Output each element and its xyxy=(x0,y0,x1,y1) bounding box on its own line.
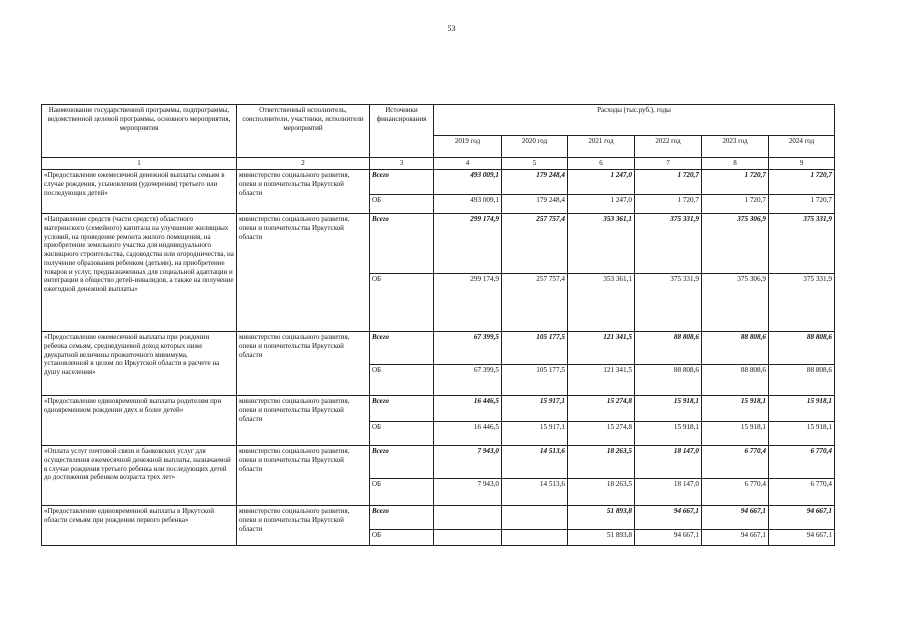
total-value: 94 667,1 xyxy=(635,506,702,530)
column-number: 8 xyxy=(702,158,769,170)
total-value: 94 667,1 xyxy=(769,506,835,530)
total-value: 51 893,8 xyxy=(568,506,635,530)
ob-value: 375 306,9 xyxy=(702,274,769,332)
total-value xyxy=(502,506,568,530)
ob-value: 1 247,0 xyxy=(568,195,635,214)
funding-source-ob: ОБ xyxy=(370,195,434,214)
program-name: «Предоставление единовременной выплаты в Иркутской области семьям при рождении первого ребенка» xyxy=(42,506,237,546)
total-value: 15 917,1 xyxy=(502,396,568,422)
ob-value xyxy=(434,530,502,546)
ob-value: 299 174,9 xyxy=(434,274,502,332)
total-value: 299 174,9 xyxy=(434,214,502,274)
ob-value: 375 331,9 xyxy=(769,274,835,332)
ob-value: 94 667,1 xyxy=(702,530,769,546)
total-value: 6 770,4 xyxy=(702,446,769,479)
ob-value: 179 248,4 xyxy=(502,195,568,214)
ob-value: 14 513,6 xyxy=(502,479,568,506)
ob-value: 88 808,6 xyxy=(635,365,702,396)
program-name: «Оплата услуг почтовой связи и банковских услуг для осуществления ежемесячной денежной выплаты, назначаемой в случае рождения третьего ребенка или последующих детей до достижения ребенком возраста трех лет» xyxy=(42,446,237,506)
table-row xyxy=(42,214,835,274)
responsible-executor: министерство социального развития, опеки и попечительства Иркутской области xyxy=(237,170,370,214)
total-value: 493 009,1 xyxy=(434,170,502,195)
column-number: 7 xyxy=(635,158,702,170)
total-value: 88 808,6 xyxy=(769,332,835,365)
ob-value: 6 770,4 xyxy=(769,479,835,506)
total-value: 15 918,1 xyxy=(702,396,769,422)
ob-value: 1 720,7 xyxy=(702,195,769,214)
header-year: 2022 год xyxy=(635,136,702,158)
table-row xyxy=(42,446,835,479)
funding-source-total: Всего xyxy=(370,506,434,530)
total-value: 375 331,9 xyxy=(635,214,702,274)
ob-value xyxy=(502,530,568,546)
total-value: 179 248,4 xyxy=(502,170,568,195)
total-value: 18 263,5 xyxy=(568,446,635,479)
total-value: 15 274,8 xyxy=(568,396,635,422)
header-year: 2019 год xyxy=(434,136,502,158)
table-body xyxy=(42,170,835,546)
total-value xyxy=(434,506,502,530)
header-year: 2023 год xyxy=(702,136,769,158)
table-row xyxy=(42,170,835,195)
ob-value: 353 361,1 xyxy=(568,274,635,332)
table-row xyxy=(42,396,835,422)
ob-value: 1 720,7 xyxy=(769,195,835,214)
program-name: «Предоставление ежемесячной денежной выплаты семьям в случае рождения, усыновления (удочерения) третьего или последующих детей» xyxy=(42,170,237,214)
page-number: 53 xyxy=(447,24,456,33)
total-value: 16 446,5 xyxy=(434,396,502,422)
funding-source-total: Всего xyxy=(370,170,434,195)
ob-value: 15 918,1 xyxy=(769,422,835,446)
ob-value: 94 667,1 xyxy=(769,530,835,546)
column-number: 5 xyxy=(502,158,568,170)
funding-source-ob: ОБ xyxy=(370,422,434,446)
total-value: 88 808,6 xyxy=(702,332,769,365)
header-expenses: Расходы (тыс.руб.), годы xyxy=(434,105,835,136)
total-value: 105 177,5 xyxy=(502,332,568,365)
total-value: 1 720,7 xyxy=(702,170,769,195)
funding-source-total: Всего xyxy=(370,396,434,422)
table-row xyxy=(42,506,835,530)
ob-value: 88 808,6 xyxy=(769,365,835,396)
total-value: 94 667,1 xyxy=(702,506,769,530)
total-value: 375 306,9 xyxy=(702,214,769,274)
ob-value: 15 918,1 xyxy=(702,422,769,446)
responsible-executor: министерство социального развития, опеки и попечительства Иркутской области xyxy=(237,506,370,546)
funding-source-total: Всего xyxy=(370,446,434,479)
header-year: 2021 год xyxy=(568,136,635,158)
ob-value: 88 808,6 xyxy=(702,365,769,396)
total-value: 257 757,4 xyxy=(502,214,568,274)
funding-source-ob: ОБ xyxy=(370,274,434,332)
column-number: 3 xyxy=(370,158,434,170)
column-number: 6 xyxy=(568,158,635,170)
program-name: «Предоставление ежемесячной выплаты при рождении ребенка семьям, среднедушевой доход которых ниже двукратной величины прожиточного минимума, установленной в целом по Иркутской области в расчете на душу населения» xyxy=(42,332,237,396)
column-number: 9 xyxy=(769,158,835,170)
responsible-executor: министерство социального развития, опеки и попечительства Иркутской области xyxy=(237,396,370,446)
header-year: 2020 год xyxy=(502,136,568,158)
total-value: 353 361,1 xyxy=(568,214,635,274)
funding-source-total: Всего xyxy=(370,214,434,274)
funding-source-ob: ОБ xyxy=(370,365,434,396)
ob-value: 121 341,5 xyxy=(568,365,635,396)
funding-source-total: Всего xyxy=(370,332,434,365)
ob-value: 18 263,5 xyxy=(568,479,635,506)
total-value: 15 918,1 xyxy=(769,396,835,422)
responsible-executor: министерство социального развития, опеки и попечительства Иркутской области xyxy=(237,214,370,332)
ob-value: 1 720,7 xyxy=(635,195,702,214)
ob-value: 67 399,5 xyxy=(434,365,502,396)
total-value: 1 247,0 xyxy=(568,170,635,195)
header-name: Наименование государственной программы, подпрограммы, ведомственной целевой программы, основного мероприятия, мероприятия xyxy=(42,105,237,158)
ob-value: 257 757,4 xyxy=(502,274,568,332)
responsible-executor: министерство социального развития, опеки и попечительства Иркутской области xyxy=(237,446,370,506)
total-value: 88 808,6 xyxy=(635,332,702,365)
header-executor: Ответственный исполнитель, соисполнители, участники, исполнители мероприятий xyxy=(237,105,370,158)
ob-value: 493 009,1 xyxy=(434,195,502,214)
ob-value: 94 667,1 xyxy=(635,530,702,546)
ob-value: 15 274,8 xyxy=(568,422,635,446)
total-value: 7 943,0 xyxy=(434,446,502,479)
total-value: 67 399,5 xyxy=(434,332,502,365)
total-value: 121 341,5 xyxy=(568,332,635,365)
column-number: 1 xyxy=(42,158,237,170)
header-year: 2024 год xyxy=(769,136,835,158)
ob-value: 15 917,1 xyxy=(502,422,568,446)
total-value: 18 147,0 xyxy=(635,446,702,479)
funding-source-ob: ОБ xyxy=(370,530,434,546)
program-name: «Направление средств (части средств) областного материнского (семейного) капитала на улучшение жилищных условий, на проведение ремонта жилого помещения, на приобретение земельного участка для индивидуального жилищного строительства, садоводства или огородничества, на получение образования ребенком (детьми), на приобретение товаров и услуг, предназначенных для социальной адаптации и интеграции в общество детей-инвалидов, а также на получение ежегодной денежной выплаты» xyxy=(42,214,237,332)
ob-value: 16 446,5 xyxy=(434,422,502,446)
table-row xyxy=(42,332,835,365)
column-number: 2 xyxy=(237,158,370,170)
ob-value: 105 177,5 xyxy=(502,365,568,396)
total-value: 1 720,7 xyxy=(635,170,702,195)
ob-value: 375 331,9 xyxy=(635,274,702,332)
ob-value: 51 893,8 xyxy=(568,530,635,546)
ob-value: 15 918,1 xyxy=(635,422,702,446)
funding-source-ob: ОБ xyxy=(370,479,434,506)
program-name: «Предоставление единовременной выплаты родителям при одновременном рождении двух и более детей» xyxy=(42,396,237,446)
total-value: 14 513,6 xyxy=(502,446,568,479)
expenses-table xyxy=(41,104,835,546)
ob-value: 6 770,4 xyxy=(702,479,769,506)
column-number: 4 xyxy=(434,158,502,170)
responsible-executor: министерство социального развития, опеки и попечительства Иркутской области xyxy=(237,332,370,396)
ob-value: 18 147,0 xyxy=(635,479,702,506)
total-value: 375 331,9 xyxy=(769,214,835,274)
ob-value: 7 943,0 xyxy=(434,479,502,506)
total-value: 6 770,4 xyxy=(769,446,835,479)
total-value: 15 918,1 xyxy=(635,396,702,422)
total-value: 1 720,7 xyxy=(769,170,835,195)
header-source: Источники финансирования xyxy=(370,105,434,158)
